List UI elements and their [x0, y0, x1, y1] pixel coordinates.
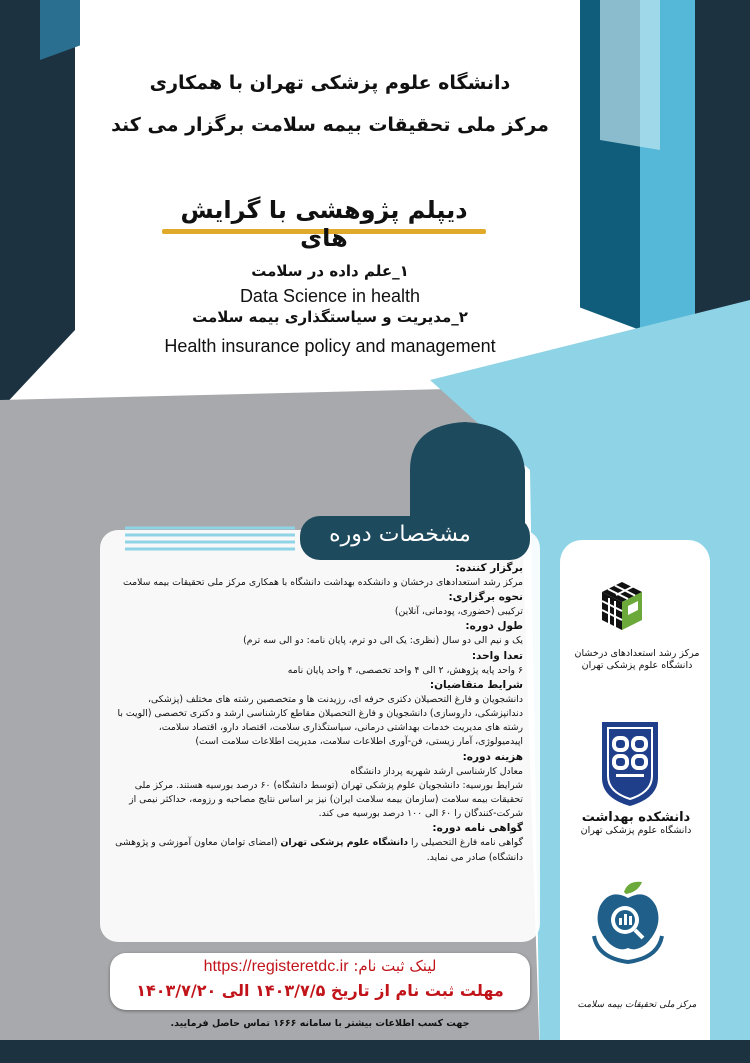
method-heading: نحوه برگزاری:: [448, 591, 523, 604]
edc-caption: [572, 648, 702, 672]
registration-link-line: [110, 957, 530, 976]
header-line-1: دانشگاه علوم پزشکی تهران با همکاری: [149, 72, 511, 94]
applicants-heading: شرایط متقاضیان:: [429, 678, 523, 691]
organizer-text: مرکز رشد استعدادهای درخشان و دانشکده بهداشت دانشگاه با همکاری مرکز ملی تحقیقات بیمه سلامت: [123, 577, 523, 588]
fee-text-2: شرایط بورسیه: دانشجویان علوم پزشکی تهران (توسط دانشگاه) ۶۰ درصد بورسیه هستند. مرکز ملی تحقیقات بیمه سلامت (سازمان بیمه سلامت ایران) نیز بر اساس نتایج مصاحبه و رزومه، حداکثر نیمی از شرکت-کنندگان را ۶۰ الی ۱۰۰ درصد بورسیه می کند.: [129, 779, 523, 820]
course-1-fa: ۱_علم داده در سلامت: [251, 262, 409, 280]
course-details: [108, 561, 523, 865]
units-heading: تعدا واحد:: [471, 649, 523, 662]
footer-note: جهت کسب اطلاعات بیشتر با سامانه ۱۶۶۶ تماس حاصل فرمایید.: [170, 1018, 470, 1029]
registration-link-label: لینک ثبت نام:: [353, 957, 437, 975]
registration-deadline: مهلت ثبت نام از تاریخ ۱۴۰۳/۷/۵ الی ۱۴۰۳/۷/۲۰: [136, 981, 504, 1000]
fee-text-1: معادل کارشناسی ارشد شهریه پرداز دانشگاه: [350, 765, 523, 777]
edc-caption-line1: مرکز رشد استعدادهای درخشان: [574, 648, 700, 659]
health-school-caption: [568, 810, 704, 836]
health-school-caption-line1: دانشکده بهداشت: [581, 810, 691, 825]
certificate-heading: گواهی نامه دوره:: [432, 822, 523, 835]
certificate-text: [108, 836, 523, 864]
duration-heading: طول دوره:: [465, 620, 523, 633]
course-1-en: Data Science in health: [239, 286, 421, 306]
certificate-text-b: (امضای توامان معاون آموزشی و پژوهشی دانشگاه) صادر می نماید.: [115, 837, 523, 863]
right-light-stripe: [600, 0, 660, 150]
edc-cube-logo-icon: [592, 578, 652, 640]
specs-heading: مشخصات دوره: [329, 522, 471, 547]
fee-heading: هزینه دوره:: [462, 750, 523, 763]
apple-magnifier-logo-icon: [588, 878, 668, 968]
main-title: دیپلم پژوهشی با گرایش های: [180, 196, 468, 252]
bottom-band: [0, 1040, 750, 1063]
duration-text: یک و نیم الی دو سال (نظری: یک الی دو ترم، پایان نامه: دو الی سه ترم): [243, 635, 523, 647]
left-dark-shape: [0, 0, 75, 410]
units-text: ۶ واحد پایه پژوهش، ۲ الی ۴ واحد تخصصی، ۴ واحد پایان نامه: [287, 664, 523, 676]
course-2-fa: ۲_مدیریت و سیاستگذاری بیمه سلامت: [192, 308, 468, 326]
registration-box: [110, 953, 530, 1010]
applicants-text: دانشجویان و فارغ التحصیلان دکتری حرفه ای، رزیدنت ها و متخصصین رشته های مختلف (پزشکی، دندانپزشکی، داروسازی) دانشجویان و فارغ التحصیلان مقاطع کارشناسی ارشد و دکتری تخصصی (الویت با رشته های مدیریت خدمات بهداشتی درمانی، سیاستگذاری سلامت، اقتصاد دارو، اقتصاد سلامت، اپیدمیولوژی، آمار زیستی، فن-آوری اطلاعات سلامت، مدیریت اطلاعات سلامت است): [117, 693, 523, 748]
insurance-caption: مرکز ملی تحقیقات بیمه سلامت: [577, 1000, 697, 1010]
certificate-text-a: گواهی نامه فارغ التحصیلی را: [408, 837, 523, 849]
registration-link[interactable]: https://registeretdc.ir: [203, 958, 349, 975]
health-school-caption-line2: دانشگاه علوم پزشکی تهران: [580, 825, 692, 836]
main-title-box: [158, 196, 490, 252]
certificate-university: دانشگاه علوم پزشکی تهران: [280, 837, 409, 849]
organizer-heading: برگزار کننده:: [455, 562, 523, 574]
health-school-logo-icon: [598, 718, 662, 808]
course-2-en: Health insurance policy and management: [164, 336, 496, 356]
edc-caption-line2: دانشگاه علوم پزشکی تهران: [581, 660, 693, 671]
header-line-2: مرکز ملی تحقیقات بیمه سلامت برگزار می کند: [111, 114, 549, 136]
specs-heading-box: [300, 518, 540, 558]
method-text: ترکیبی (حضوری، پودمانی، آنلاین): [394, 606, 523, 618]
